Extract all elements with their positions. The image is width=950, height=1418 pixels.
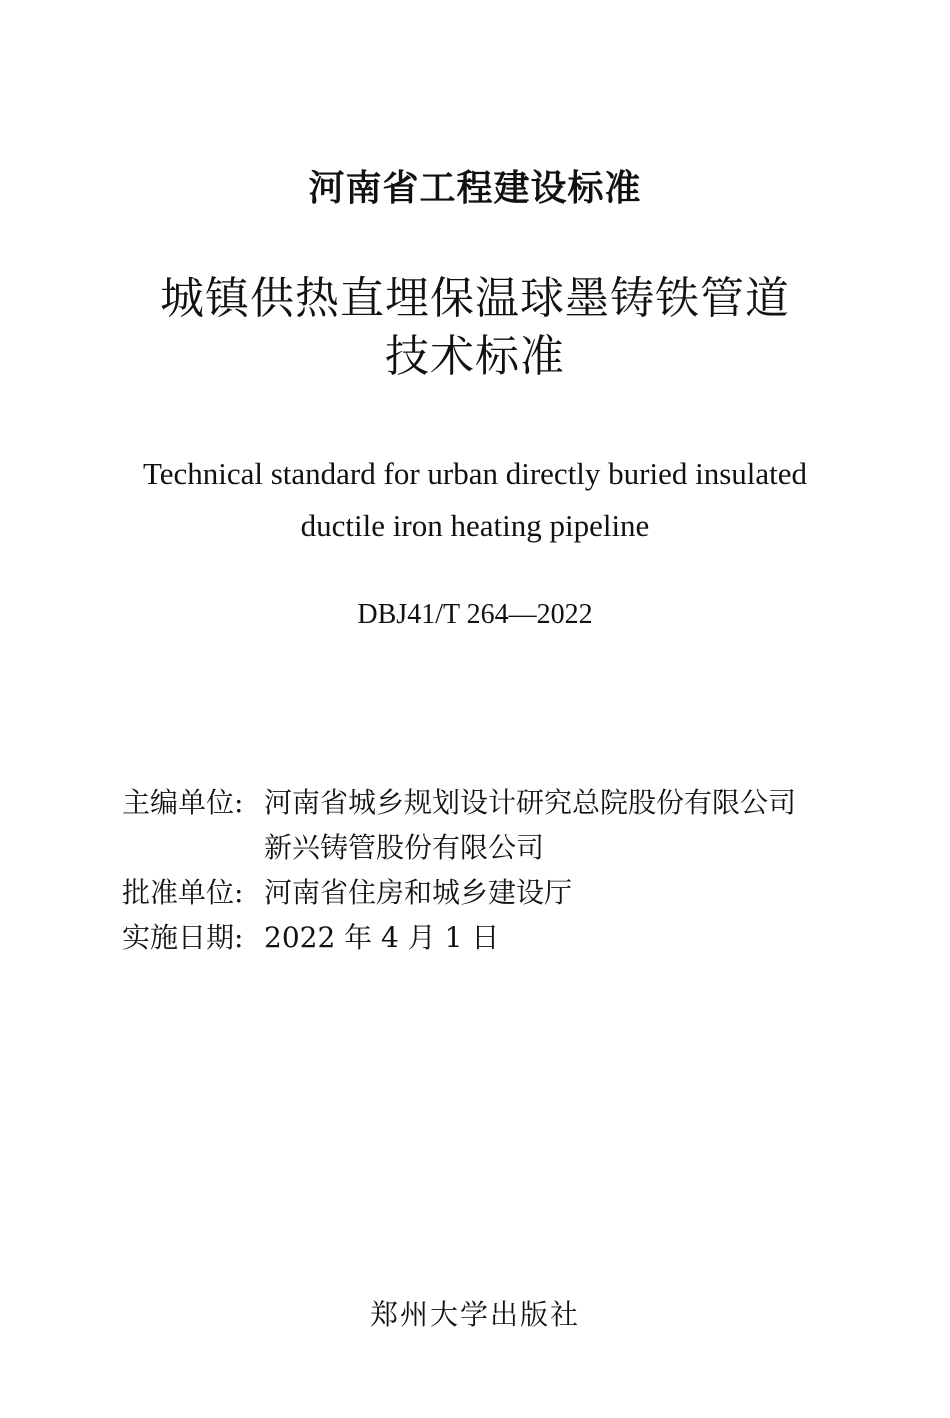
standard-title-english	[0, 448, 950, 552]
title-line-1: 城镇供热直埋保温球墨铸铁管道	[160, 273, 790, 324]
co-editor-value: 新兴铸管股份有限公司	[264, 831, 545, 864]
editor-value: 河南省城乡规划设计研究总院股份有限公司	[264, 786, 797, 819]
effective-date-label: 实施日期:	[122, 921, 244, 954]
approver-label: 批准单位:	[122, 876, 244, 909]
effective-date-row	[122, 915, 796, 960]
approver-row	[122, 870, 796, 915]
series-title: 河南省工程建设标准	[308, 168, 642, 209]
editor-label: 主编单位:	[122, 786, 244, 819]
editor-row	[122, 780, 796, 825]
effective-date-value: 2022 年 4 月 1 日	[264, 921, 500, 954]
standard-title-chinese	[0, 270, 950, 386]
publisher: 郑州大学出版社	[369, 1298, 580, 1331]
english-title-line-1: Technical standard for urban directly buried insulated	[142, 456, 808, 491]
publication-info	[122, 780, 796, 960]
approver-value: 河南省住房和城乡建设厅	[264, 876, 573, 909]
english-title-line-2: ductile iron heating pipeline	[300, 508, 650, 543]
standard-code: DBJ41/T 264—2022	[357, 599, 593, 630]
title-line-2: 技术标准	[385, 331, 565, 382]
editor-row-2	[122, 825, 796, 870]
